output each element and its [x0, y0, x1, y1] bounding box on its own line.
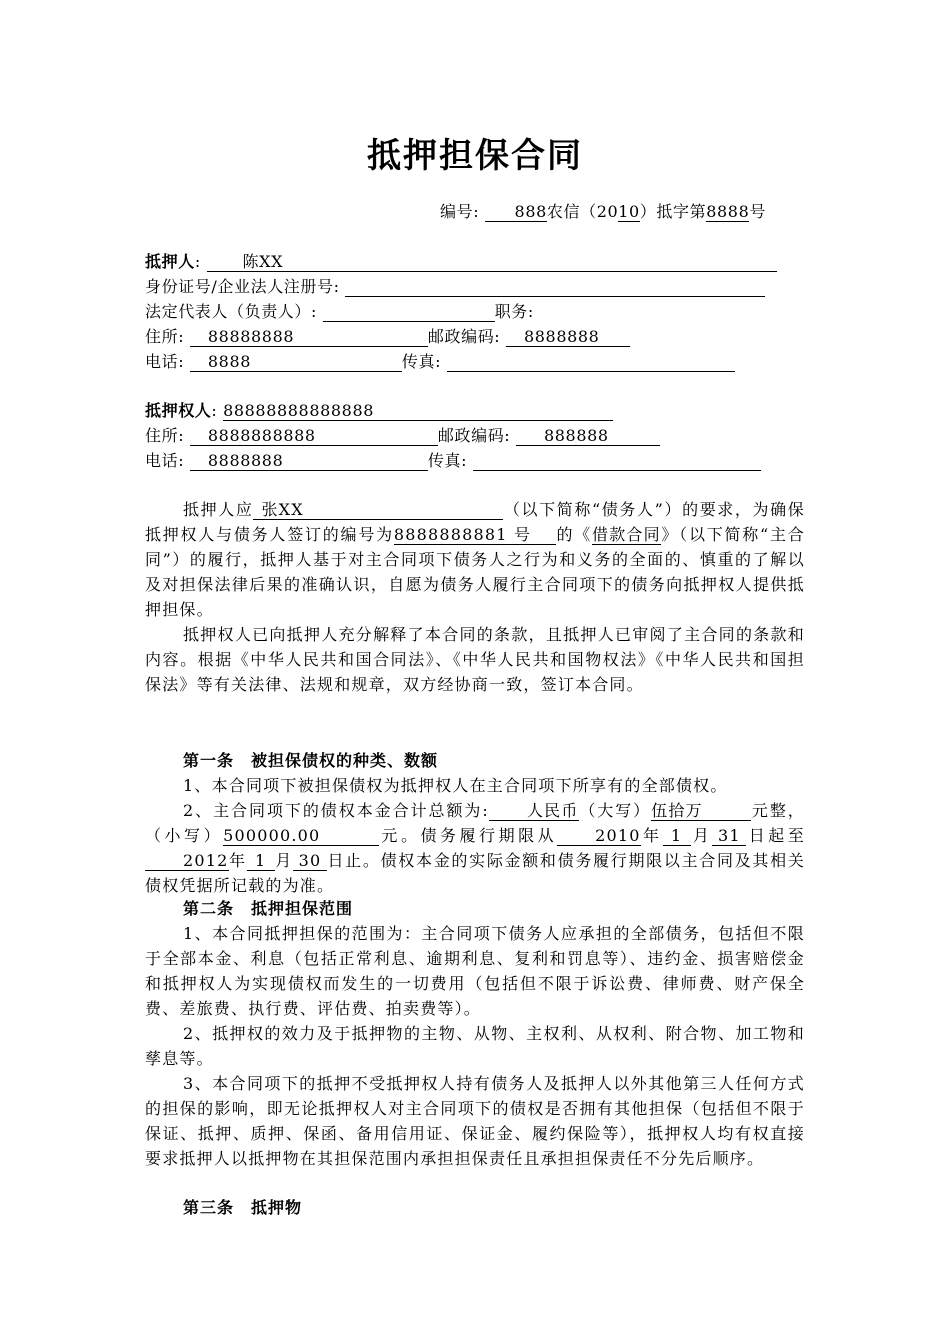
- article-2-clause-1: 1、本合同抵押担保的范围为：主合同项下债务人应承担的全部债务，包括但不限于全部本金、利息（包括正常利息、逾期利息、复利和罚息等）、违约金、损害赔偿金和抵押权人为实现债权而发生的一切费用（包括但不限于诉讼费、律师费、财产保全费、差旅费、执行费、评估费、拍卖费等）。: [145, 924, 805, 1018]
- mortgagee-phone-field: 8888888: [190, 452, 428, 471]
- mortgagor-address-field: 88888888: [190, 328, 428, 347]
- debtor-name: 张XX: [253, 501, 503, 520]
- article-1-clause-2: 2、主合同项下的债权本金合计总额为: 人民币（大写）伍拾万 元整，（小写）500000.00 元。债务履行期限从 2010年 1 月 31 日起至2012年 1 月 30 日止。债权本金的实际金额和债务履行期限以主合同及其相关债权凭据所记载的为准。: [145, 801, 806, 895]
- article-2-heading: 第二条 抵押担保范围: [183, 899, 354, 918]
- document-title: 抵押担保合同: [367, 136, 583, 176]
- article-3-heading: 第三条 抵押物: [183, 1198, 303, 1217]
- main-contract-name: 借款合同: [592, 525, 661, 544]
- mortgagor-name-row: 抵押人: 陈XX: [145, 252, 777, 272]
- mortgagee-address-field: 8888888888: [190, 427, 438, 446]
- number-prefix: 888: [485, 203, 547, 222]
- article-1-heading: 第一条 被担保债权的种类、数额: [183, 751, 439, 770]
- mortgagor-rep-field: [323, 303, 495, 322]
- mortgagor-phone-row: 电话: 8888 传真:: [145, 352, 735, 372]
- mortgagee-name-row: 抵押权人: 88888888888888: [145, 401, 613, 421]
- mortgagor-address-row: 住所: 88888888 邮政编码: 8888888: [145, 327, 630, 347]
- mortgagor-name-field: 陈XX: [207, 253, 777, 272]
- article-2-clause-3: 3、本合同项下的抵押不受抵押权人持有债务人及抵押人以外其他第三人任何方式的担保的影响，即无论抵押权人对主合同项下的债权是否拥有其他担保（包括但不限于保证、抵押、质押、保函、备用信用证、保证金、履约保险等），抵押权人均有权直接要求抵押人以抵押物在其担保范围内承担担保责任且承担担保责任不分先后顺序。: [145, 1074, 805, 1168]
- mortgagor-phone-field: 8888: [190, 353, 402, 372]
- mortgagor-rep-row: 法定代表人（负责人）: 职务:: [145, 302, 534, 321]
- mortgagor-id-field: [345, 278, 765, 297]
- mortgagor-id-row: 身份证号/企业法人注册号:: [145, 277, 765, 297]
- mortgagee-name-field: 88888888888888: [223, 402, 613, 421]
- article-1-clause-1: 1、本合同项下被担保债权为抵押权人在主合同项下所享有的全部债权。: [183, 776, 728, 795]
- contract-number: 编号: 888农信（2010）抵字第8888号: [440, 202, 766, 221]
- intro-paragraph-2: 抵押权人已向抵押人充分解释了本合同的条款，且抵押人已审阅了主合同的条款和内容。根据《中华人民共和国合同法》、《中华人民共和国物权法》《中华人民共和国担保法》等有关法律、法规和规章，双方经协商一致，签订本合同。: [145, 625, 805, 694]
- mortgagor-fax-field: [447, 353, 735, 372]
- amount-in-figures: 500000.00: [223, 827, 379, 846]
- article-2-clause-2: 2、抵押权的效力及于抵押物的主物、从物、主权利、从权利、附合物、加工物和孳息等。: [145, 1024, 805, 1068]
- intro-paragraph-1: 抵押人应 张XX （以下简称“债务人”）的要求，为确保抵押权人与债务人签订的编号为8888888881 号 的《借款合同》（以下简称“主合同”）的履行，抵押人基于对主合同项下债务人之行为和义务的全面的、慎重的了解以及对担保法律后果的准确认识，自愿为债务人履行主合同项下的债务向抵押权人提供抵押担保。: [145, 500, 805, 619]
- mortgagor-zip-field: 8888888: [506, 328, 630, 347]
- mortgagee-address-row: 住所: 8888888888 邮政编码: 888888: [145, 426, 660, 446]
- mortgagee-fax-field: [473, 452, 761, 471]
- amount-in-words: 伍拾万: [651, 802, 751, 821]
- mortgagee-zip-field: 888888: [516, 427, 660, 446]
- main-contract-number: 8888888881 号: [394, 526, 556, 545]
- mortgagee-phone-row: 电话: 8888888 传真:: [145, 451, 761, 471]
